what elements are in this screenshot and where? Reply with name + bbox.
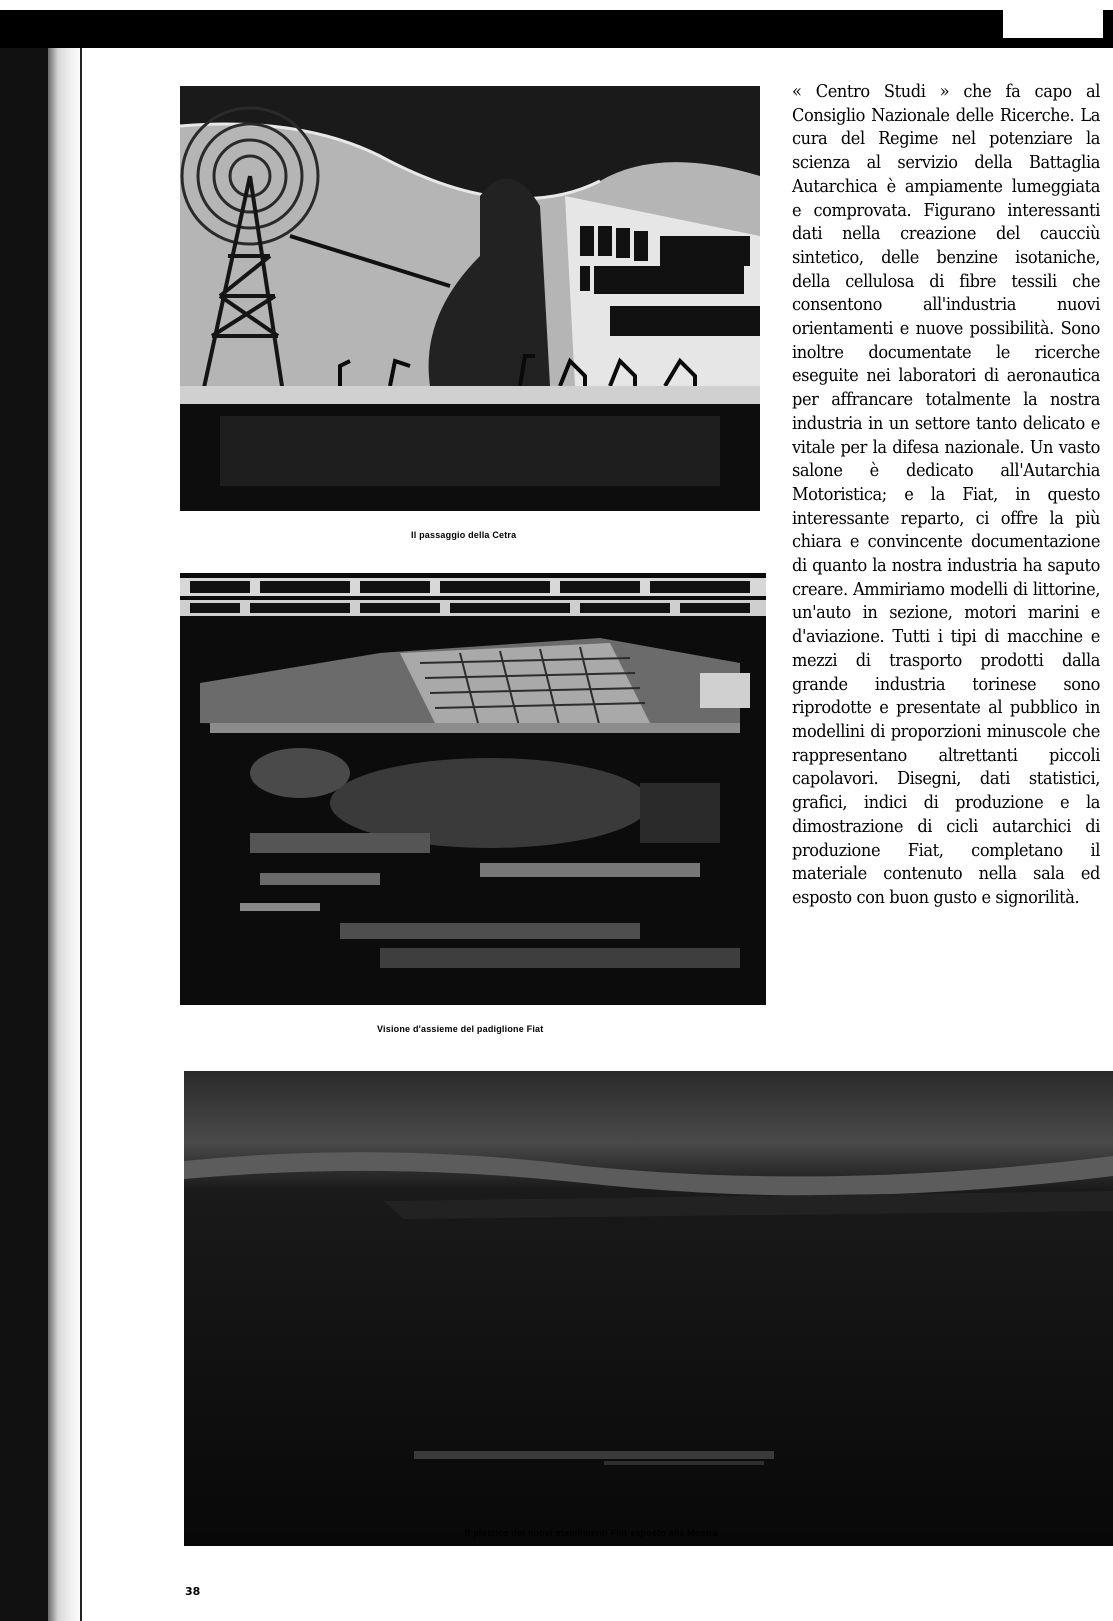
book-binding-edge — [0, 48, 48, 1621]
page-top-notch — [1003, 10, 1103, 38]
page-number: 38 — [185, 1585, 201, 1598]
photo-cetra-pavilion — [180, 86, 760, 511]
photo-fiat-pavilion — [180, 573, 766, 1005]
page-top-band — [0, 10, 1113, 48]
book-binding-shadow — [48, 48, 82, 1621]
article-text: « Centro Studi » che fa capo al Consiglio Nazionale delle Ricerche. La cura del Regime nel potenziare la scienza al servizio della Battaglia Autarchica è ampiamente lumeggiata e comprovata. Figurano interessanti dati nella creazione del caucciù sintetico, delle benzine isotaniche, della cellulosa di fibre tessili che consentono all'industria nuovi orientamenti e nuove possibilità. Sono inoltre documentate le ricerche eseguite nei laboratori di aeronautica per affrancare totalmente la nostra industria in un settore tanto delicato e vitale per la difesa nazionale. Un vasto salone è dedicato all'Autarchia Motoristica; e la Fiat, in questo interessante reparto, ci offre la più chiara e convincente documentazione di quanto la nostra industria ha saputo creare. Ammiriamo modelli di littorine, un'auto in sezione, motori marini e d'aviazione. Tutti i tipi di macchine e mezzi di trasporto prodotti dalla grande industria torinese sono riprodotte e presentate al pubblico in modellini di proporzioni minuscole che rappresentano altrettanti piccoli capolavori. Disegni, dati statistici, grafici, indici di produzione e la dimostrazione di cicli autarchici di produzione Fiat, completano il materiale contenuto nella sala ed esposto con buon gusto e signorilità. — [792, 81, 1100, 908]
figure-caption: Il plastico dei nuovi stabilimenti Fiat esposto alla Mostra — [465, 1528, 718, 1538]
figure-caption: Visione d'assieme del padiglione Fiat — [377, 1024, 544, 1034]
photo-fiat-plant-model — [184, 1071, 1113, 1546]
book-binding-line — [80, 48, 82, 1621]
figure-caption: Il passaggio della Cetra — [411, 530, 517, 540]
